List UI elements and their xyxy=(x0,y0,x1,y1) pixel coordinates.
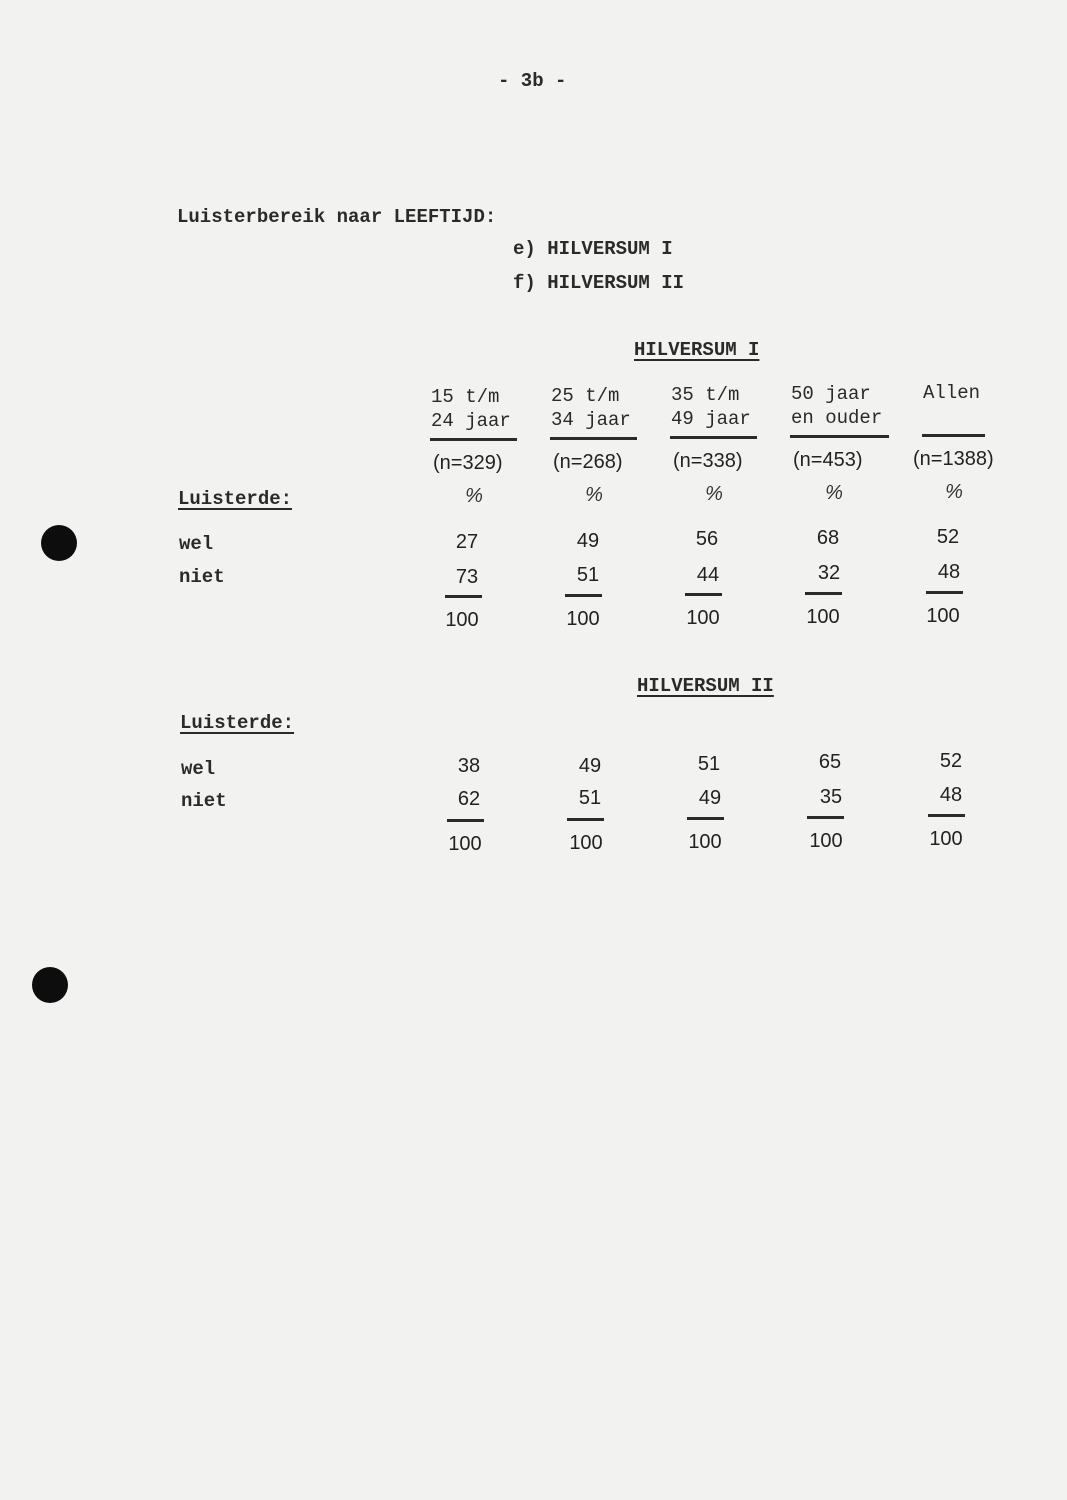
total-value: 100 xyxy=(569,832,603,854)
column-header-line: 24 jaar xyxy=(431,410,511,432)
cell-value: 62 xyxy=(457,788,481,810)
cell-value: 49 xyxy=(578,755,602,777)
cell-value: 56 xyxy=(695,528,719,550)
total-value: 100 xyxy=(445,609,479,631)
header-rule xyxy=(430,438,517,441)
cell-value: 35 xyxy=(819,786,843,808)
cell-value: 52 xyxy=(936,526,960,548)
subitem-e: e) HILVERSUM I xyxy=(513,238,673,260)
sum-rule xyxy=(805,592,842,595)
page-heading: Luisterbereik naar LEEFTIJD: xyxy=(177,206,497,228)
percent-sign: % xyxy=(945,481,963,503)
n-label: (n=453) xyxy=(793,449,863,471)
percent-sign: % xyxy=(585,484,603,506)
column-header-line: 34 jaar xyxy=(551,409,631,431)
header-rule xyxy=(550,437,637,440)
header-rule xyxy=(670,436,757,439)
column-header-25-34 xyxy=(551,384,631,432)
cell-value: 44 xyxy=(696,564,720,586)
sum-rule xyxy=(807,816,844,819)
column-header-allen xyxy=(923,381,980,405)
total-value: 100 xyxy=(688,831,722,853)
row-label-wel: wel xyxy=(181,758,216,780)
cell-value: 38 xyxy=(457,755,481,777)
column-header-50-plus xyxy=(791,382,882,430)
column-header-15-24 xyxy=(431,385,511,433)
sum-rule xyxy=(565,594,602,597)
row-header-luisterde: Luisterde: xyxy=(178,488,293,510)
sum-rule xyxy=(447,819,484,822)
column-header-line: Allen xyxy=(923,382,981,404)
total-value: 100 xyxy=(566,608,600,630)
cell-value: 48 xyxy=(937,561,961,583)
section-title-hilversum-1: HILVERSUM I xyxy=(634,339,760,361)
total-value: 100 xyxy=(806,606,840,628)
cell-value: 48 xyxy=(939,784,963,806)
cell-value: 51 xyxy=(576,564,600,586)
cell-value: 73 xyxy=(455,566,479,588)
cell-value: 52 xyxy=(939,750,963,772)
cell-value: 51 xyxy=(697,753,721,775)
sum-rule xyxy=(567,818,604,821)
column-header-line: 25 t/m xyxy=(551,385,620,407)
row-header-luisterde: Luisterde: xyxy=(180,712,295,734)
total-value: 100 xyxy=(448,833,482,855)
n-label: (n=338) xyxy=(673,450,743,472)
sum-rule xyxy=(445,595,482,598)
cell-value: 65 xyxy=(818,751,842,773)
column-header-line: 35 t/m xyxy=(671,384,740,406)
row-label-niet: niet xyxy=(181,790,227,812)
cell-value: 27 xyxy=(455,531,479,553)
sum-rule xyxy=(687,817,724,820)
cell-value: 51 xyxy=(578,787,602,809)
percent-sign: % xyxy=(705,483,723,505)
total-value: 100 xyxy=(686,607,720,629)
sum-rule xyxy=(685,593,722,596)
column-header-line: 49 jaar xyxy=(671,408,751,430)
page-number: - 3b - xyxy=(498,70,567,92)
total-value: 100 xyxy=(929,828,963,850)
column-header-35-49 xyxy=(671,383,751,431)
column-header-line: 50 jaar xyxy=(791,383,871,405)
row-label-niet: niet xyxy=(179,566,225,588)
section-title-hilversum-2: HILVERSUM II xyxy=(637,675,774,697)
total-value: 100 xyxy=(809,830,843,852)
header-rule xyxy=(790,435,889,438)
n-label: (n=329) xyxy=(433,452,503,474)
cell-value: 49 xyxy=(576,530,600,552)
punch-hole-top xyxy=(41,525,77,561)
column-header-line: en ouder xyxy=(791,407,883,429)
total-value: 100 xyxy=(926,605,960,627)
percent-sign: % xyxy=(465,485,483,507)
cell-value: 32 xyxy=(817,562,841,584)
sum-rule xyxy=(928,814,965,817)
n-label: (n=268) xyxy=(553,451,623,473)
cell-value: 68 xyxy=(816,527,840,549)
sum-rule xyxy=(926,591,963,594)
row-label-wel: wel xyxy=(179,533,214,555)
n-label: (n=1388) xyxy=(913,448,994,470)
header-rule xyxy=(922,434,985,437)
column-header-line: 15 t/m xyxy=(431,386,500,408)
percent-sign: % xyxy=(825,482,843,504)
punch-hole-bottom xyxy=(32,967,68,1003)
cell-value: 49 xyxy=(698,787,722,809)
subitem-f: f) HILVERSUM II xyxy=(513,272,685,294)
